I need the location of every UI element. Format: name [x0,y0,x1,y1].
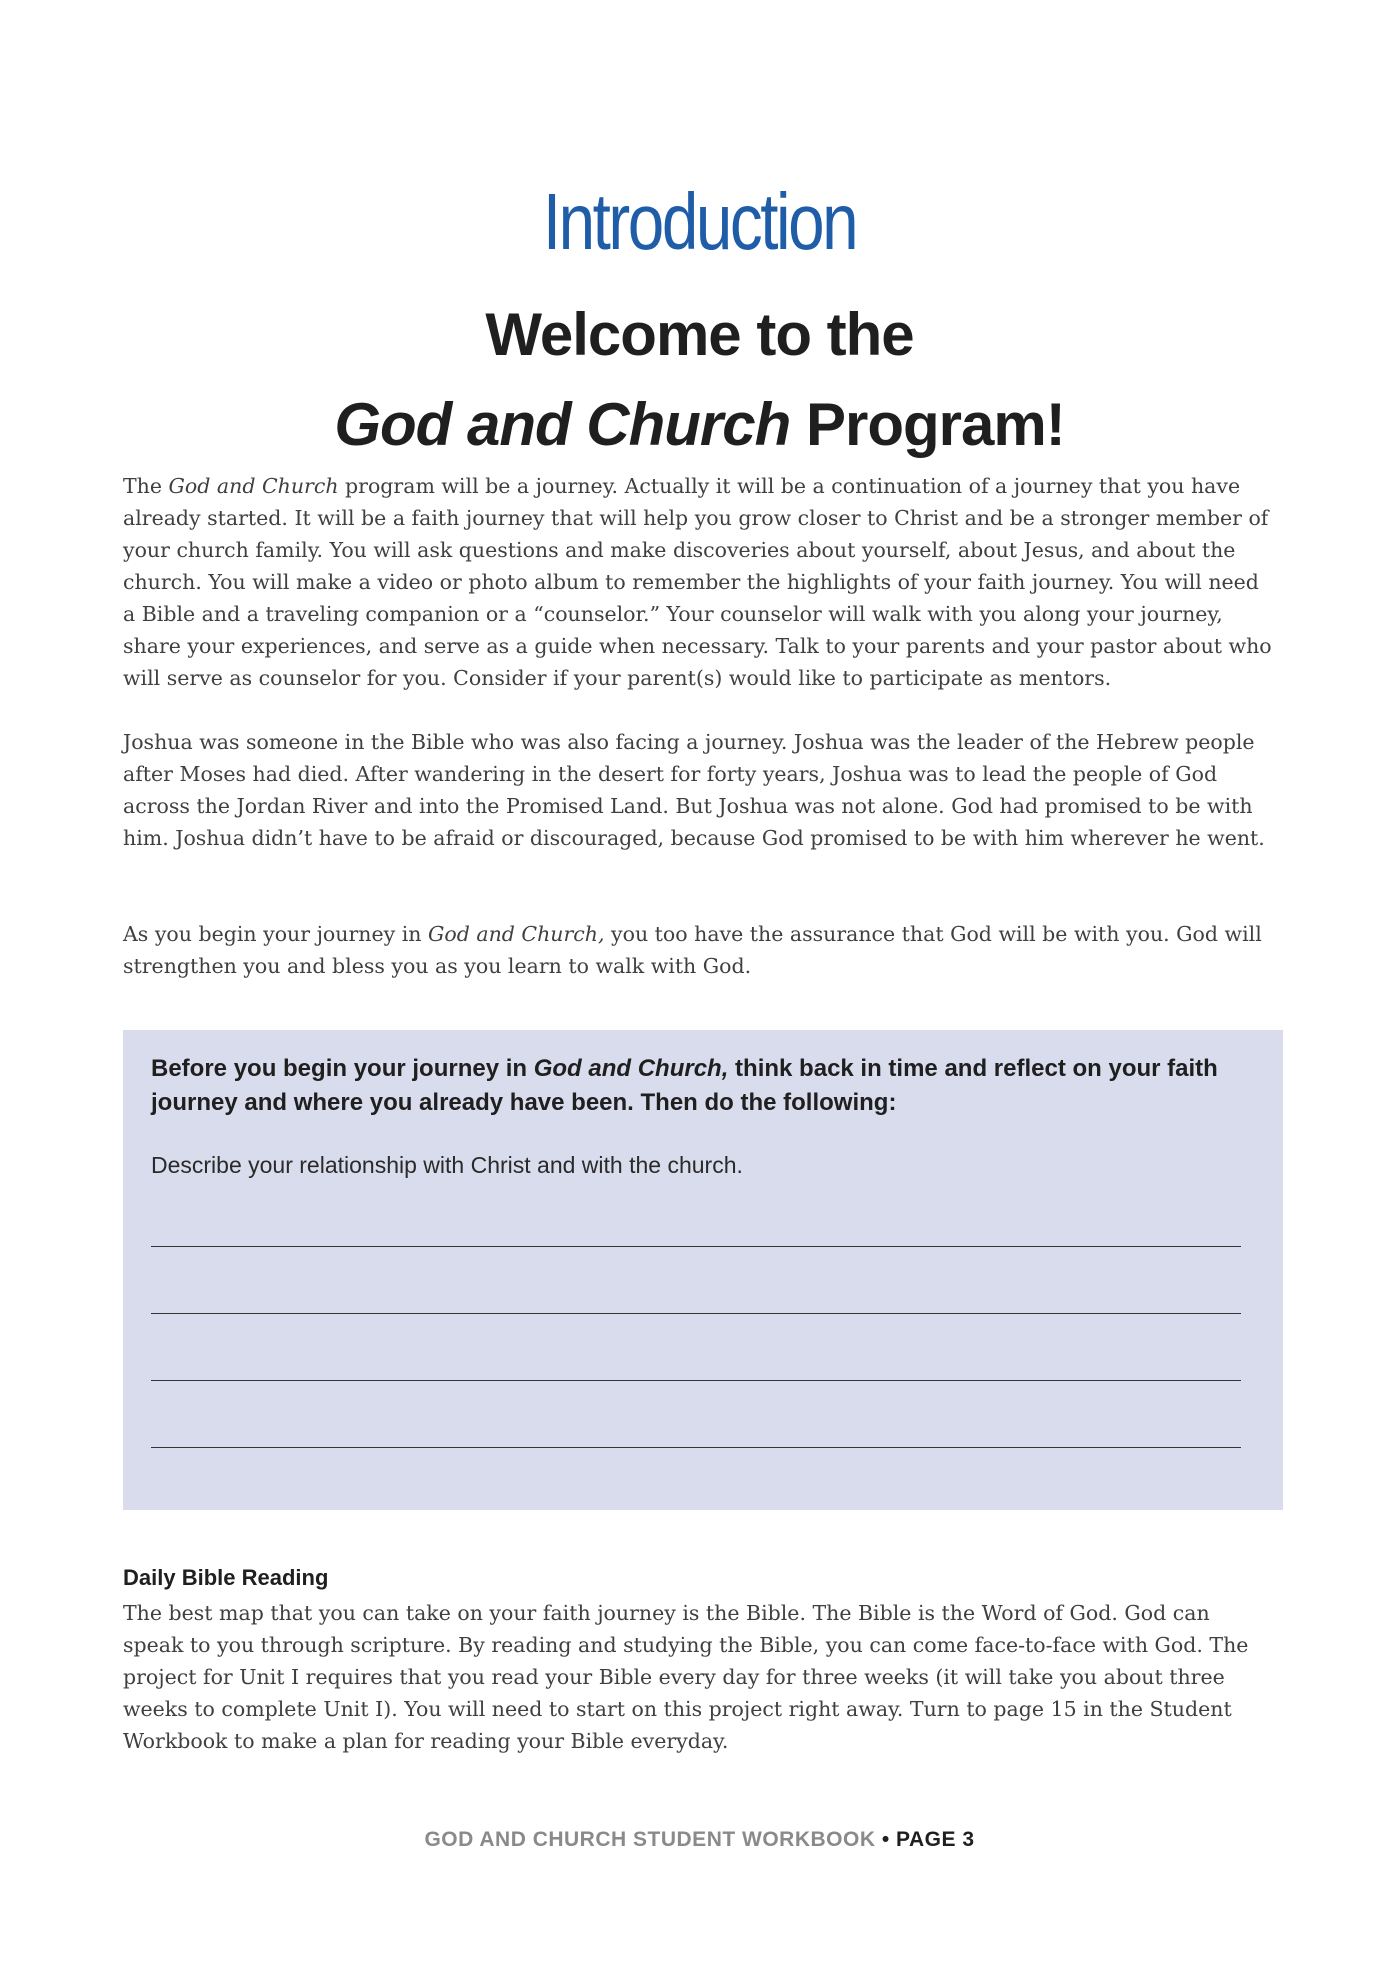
intro-paragraph-1 [123,470,1273,694]
intro-title: Introduction [542,177,857,266]
page-number: PAGE 3 [896,1828,975,1851]
answer-line[interactable] [151,1380,1241,1381]
paragraph-text: The [123,474,169,498]
program-name: God and Church, [428,922,605,946]
welcome-line-2 [0,380,1399,470]
welcome-heading [0,290,1399,470]
program-name: God and Church [334,391,791,458]
daily-reading-paragraph: The best map that you can take on your faith journey is the Bible. The Bible is the Word of God. God can speak to you through scripture. By reading and studying the Bible, you can come face-to-face with God. The project for Unit I requires that you read your Bible every day for three weeks (it will take you about three weeks to complete Unit I). You will need to start on this project right away. Turn to page 15 in the Student Workbook to make a plan for reading your Bible everyday. [123,1601,1249,1753]
prompt-text: think back in time and reflect on your faith journey and where you already have been. Then do the following: [151,1055,1218,1116]
page-footer [0,1828,1399,1852]
reflection-prompt [151,1052,1261,1120]
intro-paragraph-3 [123,918,1273,982]
footer-bullet: • [875,1828,897,1851]
answer-line[interactable] [151,1246,1241,1247]
reflection-question: Describe your relationship with Christ and with the church. [151,1152,743,1178]
paragraph-text: program will be a journey. Actually it will be a continuation of a journey that you have already started. It will be a faith journey that will help you grow closer to Christ and be a stronger member of your church family. You will ask questions and make discoveries about yourself, about Jesus, and about the church. You will make a video or photo album to remember the highlights of your faith journey. You will need a Bible and a traveling companion or a “counselor.” Your counselor will walk with you along your journey, share your experiences, and serve as a guide when necessary. Talk to your parents and your pastor about who will serve as counselor for you. Consider if your parent(s) would like to participate as mentors. [123,474,1272,690]
program-name: God and Church [168,474,339,498]
answer-line[interactable] [151,1447,1241,1448]
reflection-box [123,1030,1283,1510]
intro-paragraph-2: Joshua was someone in the Bible who was also facing a journey. Joshua was the leader of the Hebrew people after Moses had died. After wandering in the desert for forty years, Joshua was to lead the people of God across the Jordan River and into the Promised Land. But Joshua was not alone. God had promised to be with him. Joshua didn’t have to be afraid or discouraged, because God promised to be with him wherever he went. [123,730,1265,850]
paragraph-text: you too have the assurance that God will be with you. God will strengthen you and bless you as you learn to walk with God. [123,922,1262,978]
program-name: God and Church, [533,1055,729,1082]
welcome-line-1: Welcome to the [485,301,914,368]
prompt-text: Before you begin your journey in [151,1055,534,1082]
daily-reading-heading: Daily Bible Reading [123,1565,329,1590]
welcome-line-2-rest: Program! [790,391,1065,458]
paragraph-text: As you begin your journey in [123,922,428,946]
footer-title: GOD AND CHURCH STUDENT WORKBOOK [424,1828,876,1851]
answer-line[interactable] [151,1313,1241,1314]
